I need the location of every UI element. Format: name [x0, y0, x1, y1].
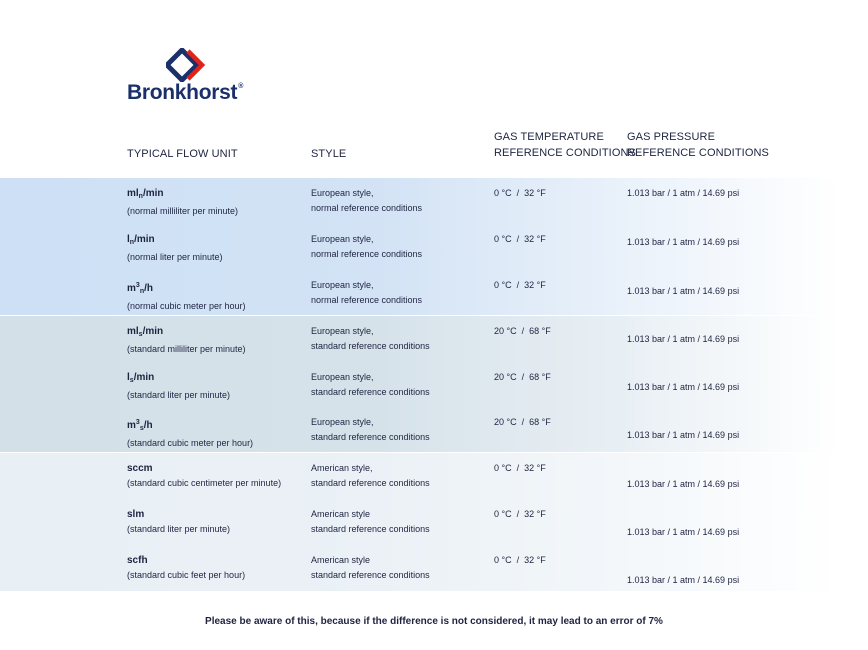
flow-unit-description: (standard milliliter per minute) [127, 344, 246, 354]
style-line: American style [311, 555, 371, 565]
pressure-cell: 1.013 bar / 1 atm / 14.69 psi [627, 382, 740, 392]
style-line: European style, [311, 280, 374, 290]
style-cell [311, 370, 430, 400]
header-unit: TYPICAL FLOW UNIT [127, 148, 238, 160]
flow-unit-symbol: scfh [127, 555, 148, 566]
flow-unit-description: (normal cubic meter per hour) [127, 301, 246, 311]
flow-unit-cell [127, 324, 246, 357]
style-line: European style, [311, 417, 374, 427]
header-temperature: GAS TEMPERATURE REFERENCE CONDITIONS [494, 131, 636, 159]
style-condition: normal reference conditions [311, 295, 423, 305]
pressure-cell: 1.013 bar / 1 atm / 14.69 psi [627, 527, 740, 537]
flow-unit-description: (standard liter per minute) [127, 524, 231, 534]
flow-unit-description: (standard cubic centimeter per minute) [127, 478, 282, 488]
bronkhorst-diamond-icon [166, 48, 212, 82]
footer-note: Please be aware of this, because if the difference is not considered, it may lead to an error of 7% [205, 616, 663, 627]
flow-unit-cell [127, 415, 253, 451]
flow-unit-cell [127, 507, 230, 537]
style-condition: normal reference conditions [311, 203, 423, 213]
pressure-cell: 1.013 bar / 1 atm / 14.69 psi [627, 575, 740, 585]
flow-unit-symbol: sccm [127, 463, 153, 474]
pressure-cell: 1.013 bar / 1 atm / 14.69 psi [627, 430, 740, 440]
flow-unit-symbol: $m^3_s/h$ [127, 419, 153, 432]
style-cell [311, 186, 422, 216]
pressure-cell: 1.013 bar / 1 atm / 14.69 psi [627, 286, 740, 296]
header-pressure: GAS PRESSURE REFERENCE CONDITIONS [627, 131, 769, 159]
temperature-cell: 20 °C / 68 °F [494, 326, 551, 336]
temperature-cell: 0 °C / 32 °F [494, 234, 546, 244]
style-line: American style [311, 509, 371, 519]
style-condition: standard reference conditions [311, 524, 430, 534]
style-condition: normal reference conditions [311, 249, 423, 259]
style-line: European style, [311, 234, 374, 244]
style-cell [311, 415, 430, 445]
flow-unit-description: (normal milliliter per minute) [127, 206, 239, 216]
temperature-cell: 20 °C / 68 °F [494, 372, 551, 382]
flow-unit-symbol: slm [127, 509, 145, 520]
pressure-cell: 1.013 bar / 1 atm / 14.69 psi [627, 188, 740, 198]
flow-unit-cell [127, 278, 246, 314]
style-condition: standard reference conditions [311, 387, 430, 397]
bronkhorst-logo [127, 48, 267, 108]
style-line: European style, [311, 326, 374, 336]
flow-unit-description: (standard cubic meter per hour) [127, 438, 254, 448]
temperature-cell: 20 °C / 68 °F [494, 417, 551, 427]
style-condition: standard reference conditions [311, 341, 430, 351]
flow-unit-cell [127, 186, 238, 219]
flow-unit-description: (standard liter per minute) [127, 390, 231, 400]
flow-unit-symbol: $m^3_n/h$ [127, 282, 153, 295]
brand-name: Bronkhorst® [127, 81, 244, 104]
flow-unit-symbol: $ml_s/\min$ [127, 326, 164, 338]
temperature-cell: 0 °C / 32 °F [494, 509, 546, 519]
style-condition: standard reference conditions [311, 570, 430, 580]
flow-unit-cell [127, 461, 281, 491]
style-cell [311, 324, 430, 354]
pressure-cell: 1.013 bar / 1 atm / 14.69 psi [627, 479, 740, 489]
style-condition: standard reference conditions [311, 478, 430, 488]
flow-unit-symbol: $l_s/\min$ [127, 372, 155, 384]
header-style: STYLE [311, 148, 347, 160]
flow-unit-description: (normal liter per minute) [127, 252, 223, 262]
flow-unit-cell [127, 232, 223, 265]
flow-unit-cell [127, 553, 245, 583]
pressure-cell: 1.013 bar / 1 atm / 14.69 psi [627, 237, 740, 247]
style-cell [311, 461, 430, 491]
style-cell [311, 553, 430, 583]
temperature-cell: 0 °C / 32 °F [494, 280, 546, 290]
pressure-cell: 1.013 bar / 1 atm / 14.69 psi [627, 334, 740, 344]
style-line: European style, [311, 188, 374, 198]
style-cell [311, 507, 430, 537]
flow-unit-cell [127, 370, 230, 403]
style-condition: standard reference conditions [311, 432, 430, 442]
style-cell [311, 278, 422, 308]
flow-unit-symbol: $l_n/\min$ [127, 234, 155, 246]
temperature-cell: 0 °C / 32 °F [494, 188, 546, 198]
flow-unit-description: (standard cubic feet per hour) [127, 570, 246, 580]
temperature-cell: 0 °C / 32 °F [494, 463, 546, 473]
style-line: American style, [311, 463, 373, 473]
style-cell [311, 232, 422, 262]
temperature-cell: 0 °C / 32 °F [494, 555, 546, 565]
flow-unit-symbol: $ml_n/\min$ [127, 188, 164, 200]
style-line: European style, [311, 372, 374, 382]
